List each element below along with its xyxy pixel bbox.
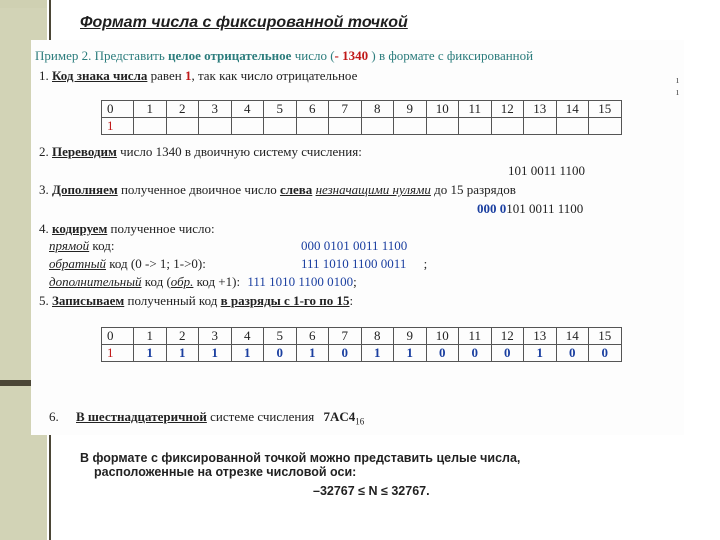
step-2-rest: число 1340 в двоичную систему счисления: [120,144,362,159]
bit-value-cell: 1 [524,345,557,362]
margin-tick: ı [676,86,680,98]
bit-header-cell: 0 [102,101,134,118]
bit-value-cell [166,118,199,135]
step-3-end: до 15 разрядов [434,182,516,197]
bit-value-cell: 1 [231,345,264,362]
inverse-number: 111 1010 1100 0011 [301,256,407,271]
bit-header-cell: 5 [264,328,297,345]
bit-value-cell: 0 [459,345,492,362]
bit-value-cell: 1 [102,345,134,362]
padded-rest: 101 0011 1100 [506,201,584,216]
step-6 [49,409,364,427]
bit-value-cell [426,118,459,135]
step-2-number: 2. [39,144,49,159]
step-3-bold: Дополняем [52,182,118,197]
step-3-number: 3. [39,182,49,197]
bit-value-cell: 0 [426,345,459,362]
bit-value-cell [264,118,297,135]
step-1-bold: Код знака числа [52,68,148,83]
bit-header-cell: 11 [459,101,492,118]
bit-value-cell: 1 [296,345,329,362]
bit-header-cell: 10 [426,328,459,345]
bit-header-cell: 5 [264,101,297,118]
bit-value-cell: 0 [556,345,589,362]
bit-header-cell: 2 [166,328,199,345]
bit-header-cell: 4 [231,101,264,118]
bit-header-cell: 3 [199,101,232,118]
bit-table-sign-values [102,118,622,135]
step-5-colon: : [349,293,354,308]
bit-header-cell: 9 [394,101,427,118]
bit-header-cell: 3 [199,328,232,345]
bit-header-cell: 7 [329,328,362,345]
bit-header-cell: 6 [296,328,329,345]
complement-value: 111 1010 1100 0100 [247,274,354,289]
step-1-rest: равен [150,68,182,83]
example-number: - 1340 [334,48,369,63]
bit-value-cell [329,118,362,135]
bit-header-cell: 8 [361,101,394,118]
bit-value-cell: 1 [199,345,232,362]
bit-header-cell: 4 [231,328,264,345]
bit-value-cell [296,118,329,135]
margin-ticks [676,74,679,98]
inverse-label: обратный [49,256,107,271]
bit-value-cell [394,118,427,135]
bit-value-cell: 1 [134,345,167,362]
complement-rest-2: код +1): [196,274,241,289]
bit-header-cell: 12 [491,328,524,345]
bit-header-cell: 13 [524,101,557,118]
example-bold-negative: отрицательное [204,48,292,63]
direct-code-line [49,238,114,254]
hex-value: 7AC4 [323,409,356,424]
bit-value-cell [491,118,524,135]
inverse-rest: код (0 -> 1; 1->0): [109,256,206,271]
complement-italic: обр. [170,274,194,289]
bit-value-cell [134,118,167,135]
bit-value-cell [199,118,232,135]
step-1-value: 1 [184,68,192,83]
bit-value-cell: 0 [264,345,297,362]
step-3 [39,182,516,198]
bit-header-cell: 14 [556,328,589,345]
bit-value-cell: 1 [394,345,427,362]
margin-tick: ı [676,74,680,86]
step-5-bold-2: в разряды с 1-го по 15 [220,293,350,308]
step-5 [39,293,353,309]
inverse-code-line [49,256,206,272]
step-2 [39,144,362,160]
bit-value-cell: 0 [329,345,362,362]
complement-label: дополнительный [49,274,142,289]
hex-subscript: 16 [355,416,365,427]
bit-value-cell [361,118,394,135]
step-3-rest: полученное двоичное число [120,182,277,197]
bit-header-cell: 2 [166,101,199,118]
footer-line-1: В формате с фиксированной точкой можно представить целые числа, [80,451,521,465]
bit-value-cell [589,118,622,135]
bit-value-cell [459,118,492,135]
bit-table-sign-header [102,101,622,118]
step-6-rest: системе счисления [210,409,315,424]
step-1 [39,68,357,84]
bit-table-result [101,327,622,362]
complement-rest: код ( [144,274,171,289]
bit-table-result-values [102,345,622,362]
example-prefix: Пример 2. Представить [35,48,165,63]
bit-table-result-header [102,328,622,345]
step-3-bold-left: слева [279,182,313,197]
bit-header-cell: 1 [134,328,167,345]
bit-value-cell: 0 [491,345,524,362]
bit-header-cell: 10 [426,101,459,118]
bit-table-sign [101,100,622,135]
bit-header-cell: 15 [589,328,622,345]
bit-value-cell: 1 [166,345,199,362]
example-bold-whole: целое [168,48,201,63]
example-line [35,48,533,64]
slide-title: Формат числа с фиксированной точкой [80,14,408,31]
scanned-document [31,40,684,435]
padded-zeros: 000 0 [477,201,507,216]
step-6-bold: В шестнадцатеричной [76,409,207,424]
step-4-bold: кодируем [52,221,108,236]
step-3-italic: незначащими нулями [315,182,431,197]
step-5-number: 5. [39,293,49,308]
bit-header-cell: 9 [394,328,427,345]
inverse-semicolon: ; [423,256,428,271]
bit-header-cell: 12 [491,101,524,118]
step-2-bold: Переводим [52,144,117,159]
direct-label: прямой [49,238,90,253]
example-mid: число ( [294,48,335,63]
side-bar-top [0,0,47,8]
footer-text [80,451,640,498]
step-5-bold: Записываем [52,293,125,308]
example-end: ) в формате с фиксированной [371,48,534,63]
step-4-number: 4. [39,221,49,236]
step-4-rest: полученное число: [110,221,215,236]
bit-header-cell: 1 [134,101,167,118]
complement-semicolon: ; [353,274,357,289]
complement-code-line [49,274,357,290]
bit-header-cell: 14 [556,101,589,118]
direct-rest: код: [92,238,115,253]
footer-line-3: –32767 ≤ N ≤ 32767. [313,484,430,498]
bit-value-cell [524,118,557,135]
direct-value: 000 0101 0011 1100 [301,238,408,253]
bit-value-cell: 0 [589,345,622,362]
bit-header-cell: 7 [329,101,362,118]
step-6-number: 6. [49,409,59,424]
bit-header-cell: 0 [102,328,134,345]
binary-value: 101 0011 1100 [508,163,586,178]
padded-value [477,201,583,217]
footer-line-2: расположенные на отрезке числовой оси: [94,465,357,479]
step-5-rest: полученный код [127,293,218,308]
bit-value-cell: 1 [102,118,134,135]
bit-value-cell [231,118,264,135]
step-1-number: 1. [39,68,49,83]
step-1-end: , так как число отрицательное [191,68,358,83]
bit-header-cell: 15 [589,101,622,118]
bit-value-cell [556,118,589,135]
bit-header-cell: 6 [296,101,329,118]
bit-header-cell: 13 [524,328,557,345]
inverse-value [301,256,427,272]
bit-header-cell: 8 [361,328,394,345]
bit-header-cell: 11 [459,328,492,345]
step-4 [39,221,215,237]
bit-value-cell: 1 [361,345,394,362]
